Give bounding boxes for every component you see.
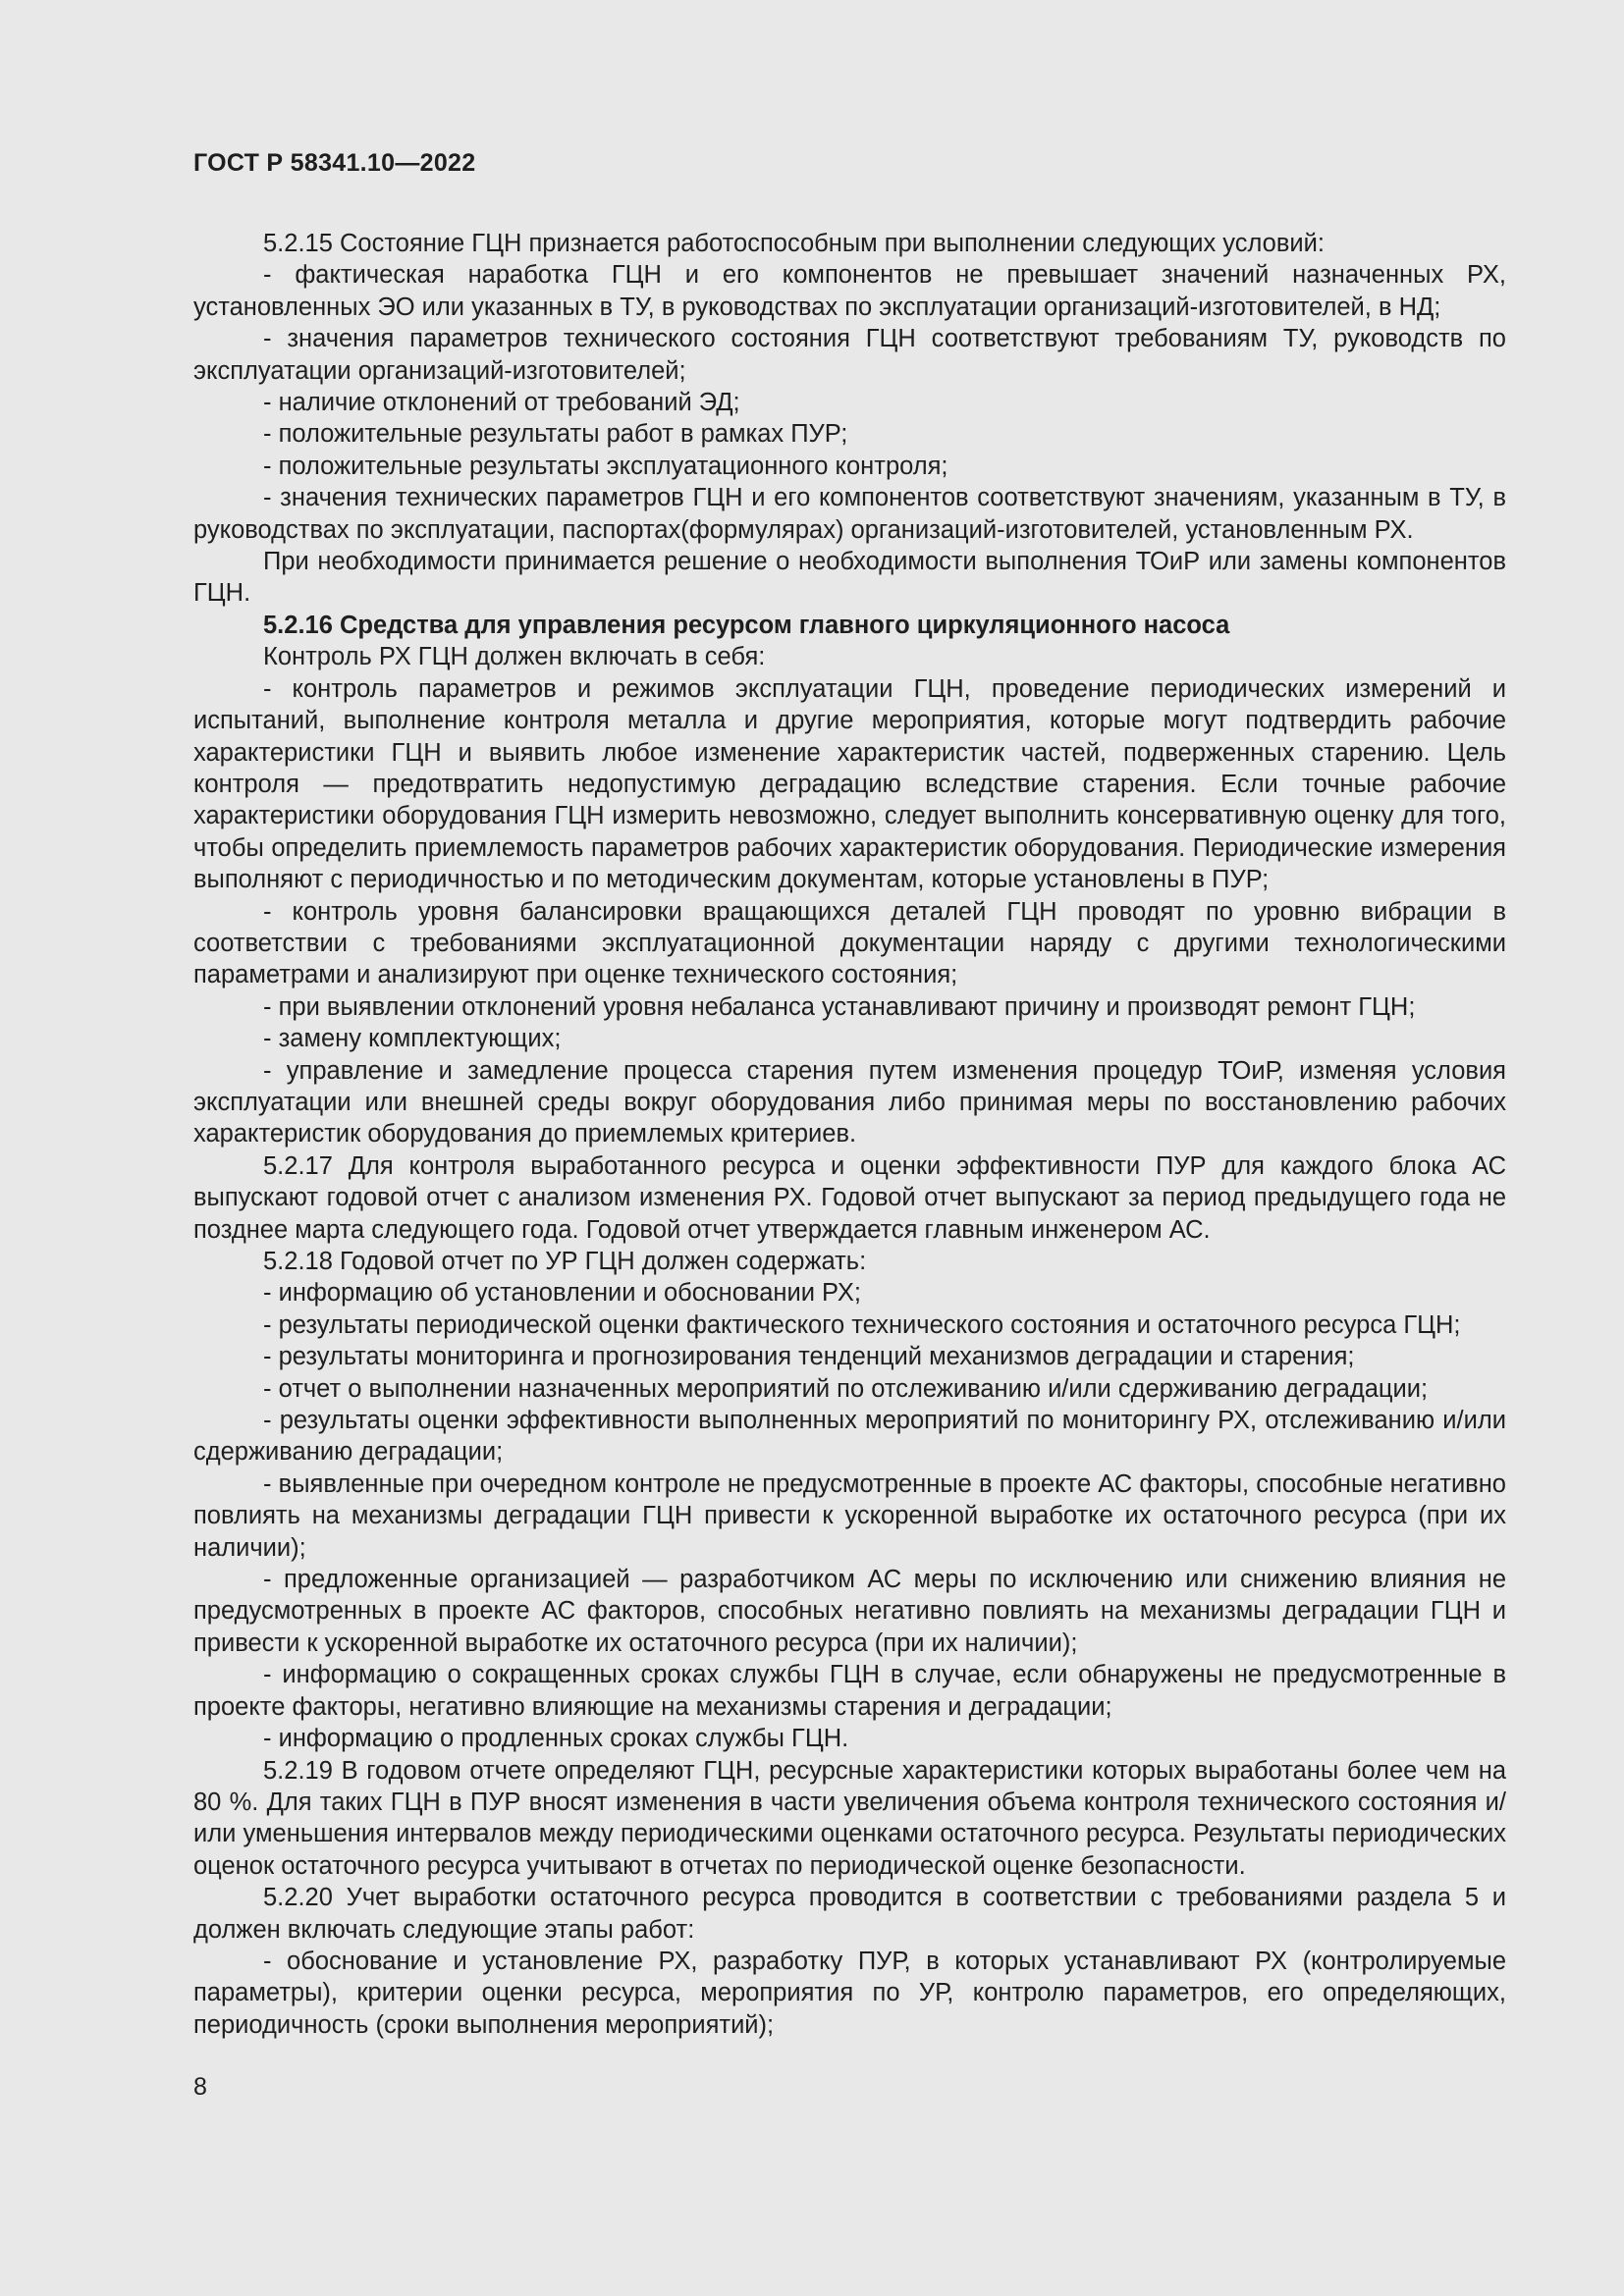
paragraph: - результаты оценки эффективности выполненных мероприятий по мониторингу РХ, отслеживанию и/или сдерживанию деградации; xyxy=(193,1407,1506,1467)
paragraph: - результаты периодической оценки фактического технического состояния и остаточного ресурса ГЦН; xyxy=(263,1310,1461,1339)
section-heading: 5.2.16 Средства для управления ресурсом главного циркуляционного насоса xyxy=(263,611,1230,639)
paragraph: При необходимости принимается решение о необходимости выполнения ТОиР или замены компонентов ГЦН. xyxy=(193,548,1506,608)
paragraph: - значения параметров технического состояния ГЦН соответствуют требованиям ТУ, руководств по эксплуатации организаций-изготовителей; xyxy=(193,325,1506,385)
standard-code-header: ГОСТ Р 58341.10—2022 xyxy=(193,149,476,177)
paragraph: - фактическая наработка ГЦН и его компонентов не превышает значений назначенных РХ, установленных ЭО или указанных в ТУ, в руководствах по эксплуатации организаций-изготовителей, в НД; xyxy=(193,261,1506,321)
paragraph: - информацию об установлении и обосновании РХ; xyxy=(263,1279,861,1308)
paragraph: 5.2.18 Годовой отчет по УР ГЦН должен содержать: xyxy=(263,1248,867,1275)
paragraph: - предложенные организацией — разработчиком АС меры по исключению или снижению влияния не предусмотренных в проекте АС факторов, способных негативно повлиять на механизмы деградации ГЦН и привести к ускоренной выработке их остаточного ресурса (при их наличии); xyxy=(193,1566,1506,1657)
paragraph: 5.2.15 Состояние ГЦН признается работоспособным при выполнении следующих условий: xyxy=(263,230,1325,257)
paragraph: - положительные результаты работ в рамках ПУР; xyxy=(263,420,848,449)
page-number: 8 xyxy=(193,2073,207,2101)
document-body xyxy=(193,228,1506,2041)
paragraph: - результаты мониторинга и прогнозирования тенденций механизмов деградации и старения; xyxy=(263,1343,1355,1371)
paragraph: 5.2.17 Для контроля выработанного ресурса и оценки эффективности ПУР для каждого блока АС выпускают годовой отчет с анализом изменения РХ. Годовой отчет выпускают за период предыдущего года не позднее марта следующего года. Годовой отчет утверждается главным инженером АС. xyxy=(193,1151,1506,1244)
paragraph: - значения технических параметров ГЦН и его компонентов соответствуют значениям, указанным в ТУ, в руководствах по эксплуатации, паспортах(формулярах) организаций-изготовителей, установленным РХ. xyxy=(193,484,1506,544)
paragraph: - при выявлении отклонений уровня небаланса устанавливают причину и производят ремонт ГЦН; xyxy=(263,992,1416,1021)
paragraph: 5.2.20 Учет выработки остаточного ресурса проводится в соответствии с требованиями раздела 5 и должен включать следующие этапы работ: xyxy=(193,1884,1506,1944)
paragraph: 5.2.19 В годовом отчете определяют ГЦН, ресурсные характеристики которых выработаны более чем на 80 %. Для таких ГЦН в ПУР вносят изменения в части увеличения объема контроля технического состояния и/или уменьшения интервалов между периодическими оценками остаточного ресурса. Результаты периодических оценок остаточного ресурса учитывают в отчетах по периодической оценке безопасности. xyxy=(193,1756,1506,1880)
paragraph: - контроль параметров и режимов эксплуатации ГЦН, проведение периодических измерений и испытаний, выполнение контроля металла и другие мероприятия, которые могут подтвердить рабочие характеристики ГЦН и выявить любое изменение характеристик частей, подверженных старению. Цель контроля — предотвратить недопустимую деградацию вследствие старения. Если точные рабочие характеристики оборудования ГЦН измерить невозможно, следует выполнить консервативную оценку для того, чтобы определить приемлемость параметров рабочих характеристик оборудования. Периодические измерения выполняют с периодичностью и по методическим документам, которые установлены в ПУР; xyxy=(193,674,1506,894)
paragraph: - положительные результаты эксплуатационного контроля; xyxy=(263,452,948,480)
paragraph: - отчет о выполнении назначенных мероприятий по отслеживанию и/или сдерживанию деградации; xyxy=(263,1374,1429,1403)
paragraph: - информацию о продленных сроках службы ГЦН. xyxy=(263,1725,849,1753)
paragraph: Контроль РХ ГЦН должен включать в себя: xyxy=(263,643,766,671)
paragraph: - управление и замедление процесса старения путем изменения процедур ТОиР, изменяя условия эксплуатации или внешней среды вокруг оборудования либо принимая меры по восстановлению рабочих характеристик оборудования до приемлемых критериев. xyxy=(193,1056,1506,1148)
paragraph: - наличие отклонений от требований ЭД; xyxy=(263,389,740,417)
paragraph: - контроль уровня балансировки вращающихся деталей ГЦН проводят по уровню вибрации в соответствии с требованиями эксплуатационной документации наряду с другими технологическими параметрами и анализируют при оценке технического состояния; xyxy=(193,897,1506,989)
paragraph: - информацию о сокращенных сроках службы ГЦН в случае, если обнаружены не предусмотренные в проекте факторы, негативно влияющие на механизмы старения и деградации; xyxy=(193,1661,1506,1721)
paragraph: - замену комплектующих; xyxy=(263,1025,562,1053)
paragraph: - обоснование и установление РХ, разработку ПУР, в которых устанавливают РХ (контролируемые параметры), критерии оценки ресурса, мероприятия по УР, контролю параметров, его определяющих, периодичность (сроки выполнения мероприятий); xyxy=(193,1947,1506,2039)
paragraph: - выявленные при очередном контроле не предусмотренные в проекте АС факторы, способные негативно повлиять на механизмы деградации ГЦН привести к ускоренной выработке их остаточного ресурса (при их наличии); xyxy=(193,1469,1506,1562)
